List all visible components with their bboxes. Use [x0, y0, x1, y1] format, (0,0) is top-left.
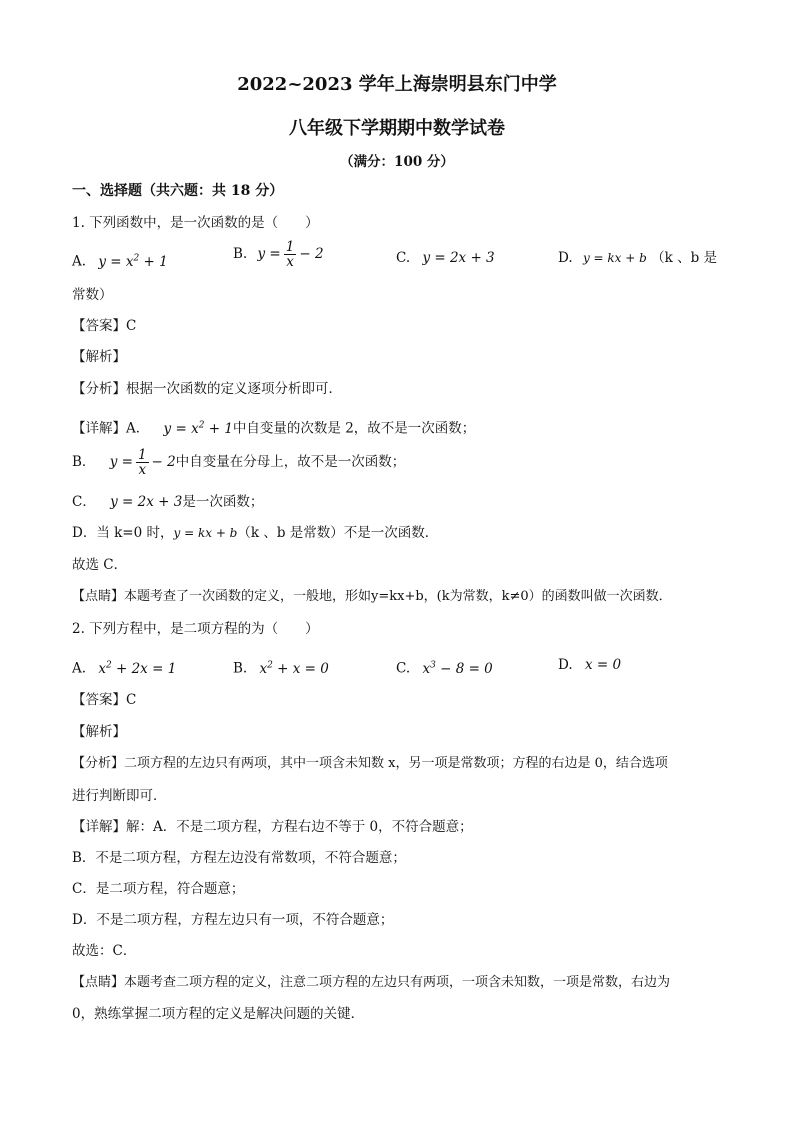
q1-choose: 故选 C．: [72, 557, 128, 573]
q1-option-a: [72, 248, 168, 272]
fraction: $\frac{1}{x}$: [285, 239, 295, 270]
option-label: B.: [233, 660, 248, 677]
fraction: $\frac{1}{x}$: [137, 447, 147, 478]
q1-fenxi: 【分析】根据一次函数的定义逐项分析即可．: [72, 381, 342, 397]
q1-option-d: [558, 248, 717, 268]
option-label: D.: [558, 250, 573, 266]
q2-dianjing-line1: 【点睛】本题考查二项方程的定义，注意二项方程的左边只有两项，一项含未知数，一项是常数，右边为: [72, 975, 671, 990]
q2-detail-b: B．不是二项方程，方程左边没有常数项，不符合题意；: [72, 850, 406, 866]
option-text: （k 、b 是: [651, 250, 718, 266]
q1-option-d-continued: 常数）: [72, 287, 113, 303]
option-label: C.: [396, 250, 411, 266]
exam-title: 2022~2023 学年上海崇明县东门中学: [237, 74, 557, 95]
q2-fenxi-line1: 【分析】二项方程的左边只有两项，其中一项含未知数 x，另一项是常数项；方程的右边是 0，结合选项: [72, 756, 668, 771]
option-math: y =: [257, 246, 281, 262]
q1-analysis-tag: 【解析】: [72, 349, 126, 365]
option-label: B.: [233, 246, 248, 262]
q1-detail-d: D．当 k=0 时，y = kx + b（k 、b 是常数）不是一次函数．: [72, 525, 439, 541]
q2-dianjing-line2: 0，熟练掌握二项方程的定义是解决问题的关键．: [72, 1006, 365, 1022]
q2-detail-d: D．不是二项方程，方程左边只有一项，不符合题意；: [72, 912, 394, 928]
option-math-tail: − 2: [299, 246, 324, 262]
q2-stem: 2. 下列方程中，是二项方程的为（ ）: [72, 621, 319, 637]
q1-detail-c: C． y = 2x + 3是一次函数；: [72, 494, 264, 510]
q2-option-c: C. $x^3 - 8 = 0$: [396, 660, 493, 677]
exam-subtitle: 八年级下学期期中数学试卷: [289, 118, 505, 139]
q2-option-a: A. $x^2 + 2x = 1$: [72, 660, 177, 677]
option-label: D.: [558, 657, 573, 673]
q1-detail-b: B． y = $\frac{1}{x}$ − 2中自变量在分母上，故不是一次函数；: [72, 447, 406, 478]
option-label: C.: [396, 660, 411, 677]
q2-detail-a: 【详解】解：A．不是二项方程，方程右边不等于 0，不符合题意；: [72, 819, 473, 835]
option-math: $y = x^2 + 1$: [98, 253, 168, 270]
q2-detail-c: C．是二项方程，符合题意；: [72, 881, 245, 897]
option-math: y = kx + b: [582, 251, 647, 265]
option-label: A.: [72, 660, 87, 677]
q1-answer: 【答案】C: [72, 318, 137, 334]
option-math: y = 2x + 3: [422, 250, 495, 266]
section-heading: 一、选择题（共六题：共 18 分）: [72, 183, 284, 199]
q2-option-d: D. x = 0: [558, 657, 622, 673]
option-label: A.: [72, 253, 87, 270]
q1-option-b: [233, 240, 324, 269]
q2-choose: 故选：C．: [72, 943, 137, 959]
q2-fenxi-line2: 进行判断即可．: [72, 788, 167, 804]
q2-analysis-tag: 【解析】: [72, 724, 126, 740]
score-note: （满分：100 分）: [340, 154, 454, 170]
q1-option-c: [396, 248, 495, 268]
q1-dianjing: 【点睛】本题考查了一次函数的定义，一般地，形如y=kx+b，(k为常数，k≠0）的函数叫做一次函数．: [72, 589, 672, 604]
q1-stem: 1. 下列函数中，是一次函数的是（ ）: [72, 215, 319, 231]
q2-option-b: B. $x^2 + x = 0$: [233, 660, 329, 677]
q1-detail-a: 【详解】A． $y = x^2 + 1$中自变量的次数是 2，故不是一次函数；: [72, 420, 476, 437]
q2-answer: 【答案】C: [72, 692, 137, 708]
